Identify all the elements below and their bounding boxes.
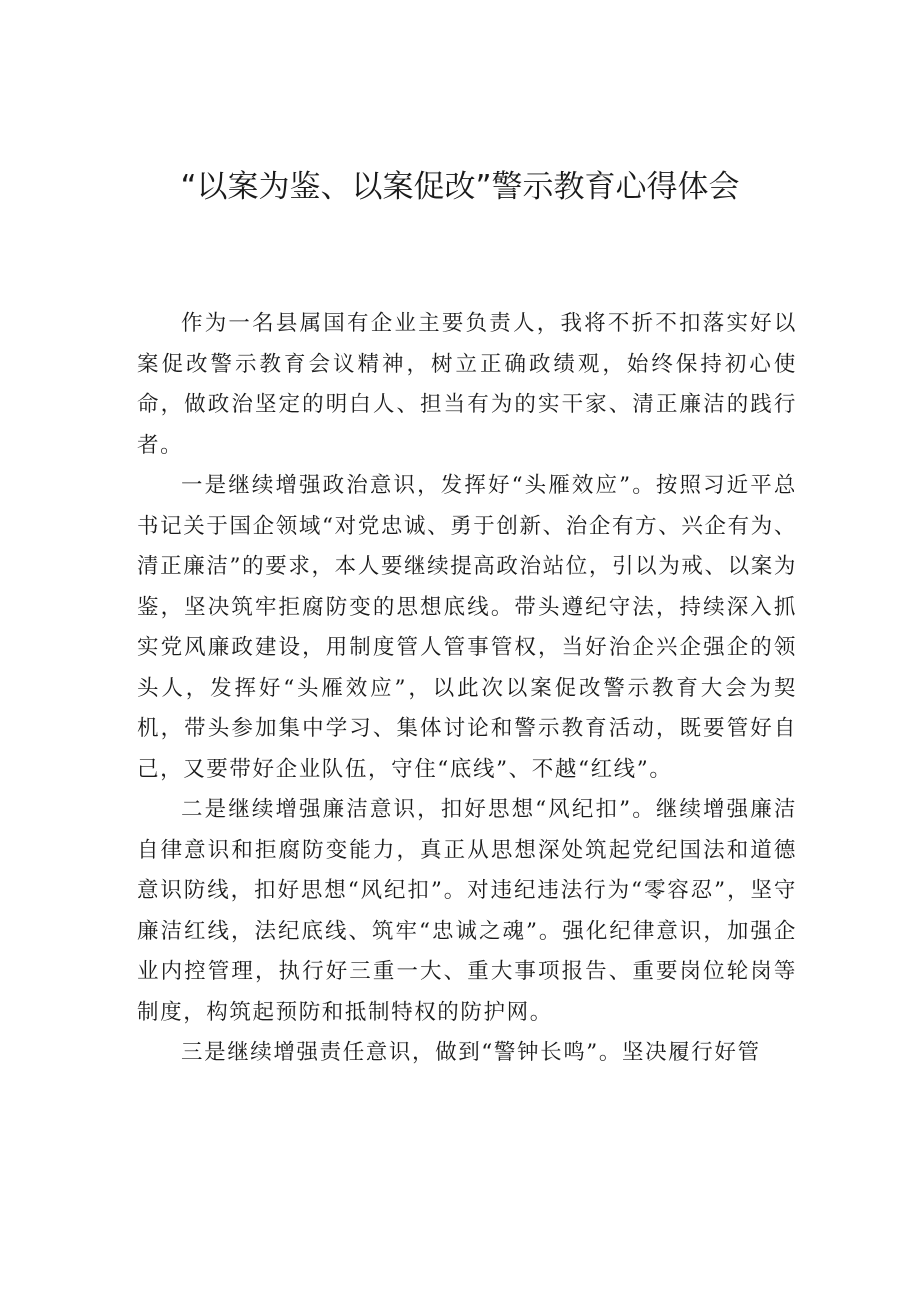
document-title: “以案为鉴、以案促改”警示教育心得体会 [180,169,740,205]
paragraph-integrity-awareness: 二是继续增强廉洁意识，扣好思想“风纪扣”。继续增强廉洁自律意识和拒腐防变能力，真正从思想深处筑起党纪国法和道德意识防线，扣好思想“风纪扣”。对违纪违法行为“零容忍”，坚守廉洁红线，法纪底线、筑牢“忠诚之魂”。强化纪律意识，加强企业内控管理，执行好三重一大、重大事项报告、重要岗位轮岗等制度，构筑起预防和抵制特权的防护网。 [137,797,797,1025]
paragraph-political-awareness: 一是继续增强政治意识，发挥好“头雁效应”。按照习近平总书记关于国企领域“对党忠诚、勇于创新、治企有方、兴企有为、清正廉洁”的要求，本人要继续提高政治站位，引以为戒、以案为鉴，坚决筑牢拒腐防变的思想底线。带头遵纪守法，持续深入抓实党风廉政建设，用制度管人管事管权，当好治企兴企强企的领头人，发挥好“头雁效应”，以此次以案促改警示教育大会为契机，带头参加集中学习、集体讨论和警示教育活动，既要管好自己，又要带好企业队伍，守住“底线”、不越“红线”。 [137,473,797,782]
paragraph-intro: 作为一名县属国有企业主要负责人，我将不折不扣落实好以案促改警示教育会议精神，树立正确政绩观，始终保持初心使命，做政治坚定的明白人、担当有为的实干家、清正廉洁的践行者。 [137,311,797,458]
paragraph-responsibility-awareness: 三是继续增强责任意识，做到“警钟长鸣”。坚决履行好管 [181,1040,761,1065]
document-body [137,304,797,1074]
